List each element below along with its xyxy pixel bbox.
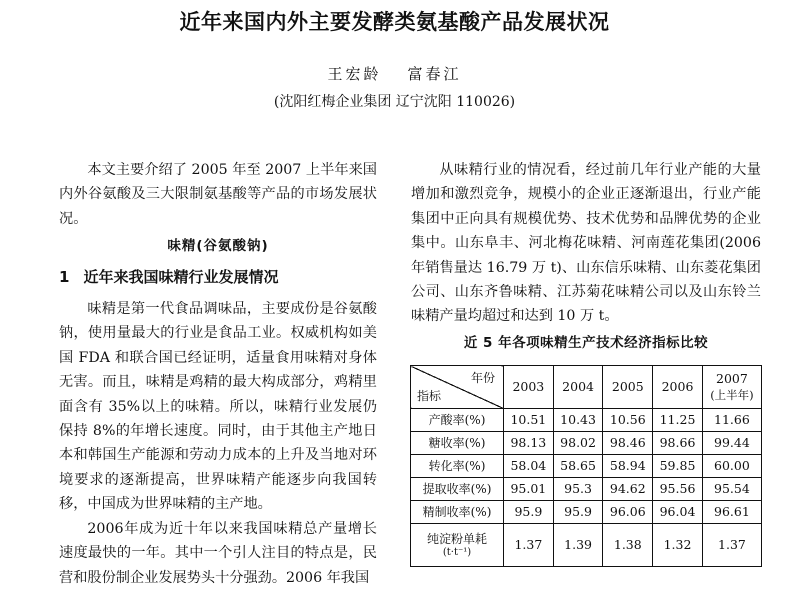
row-label: 转化率(%)	[411, 455, 504, 478]
table-cell: 96.06	[603, 501, 653, 524]
table-cell: 98.02	[553, 432, 603, 455]
row-label: 提取收率(%)	[411, 478, 504, 501]
table-cell: 98.66	[653, 432, 703, 455]
year-header: 2003	[504, 366, 554, 409]
table-row	[411, 478, 762, 501]
table-corner-cell	[411, 366, 504, 409]
row-label: 糖收率(%)	[411, 432, 504, 455]
table-cell: 95.3	[553, 478, 603, 501]
table-cell: 11.25	[653, 409, 703, 432]
body-paragraph: 从味精行业的情况看，经过前几年行业产能的大量增加和激烈竞争，规模小的企业正逐渐退出，行业产能集团中正向具有规模优势、技术优势和品牌优势的企业集中。山东阜丰、河北梅花味精、河南莲花集团(2006 年销售量达 16.79 万 t)、山东信乐味精、山东菱花集团公司、山东齐鲁味精、江苏菊花味精公司以及山东铃兰味精产量均超过和达到 10 万 t。	[411, 162, 761, 325]
table-cell: 10.43	[553, 409, 603, 432]
table-cell: 10.56	[603, 409, 653, 432]
subsection-heading: 味精(谷氨酸钠)	[167, 238, 269, 255]
table-cell: 1.39	[553, 524, 603, 567]
table-header-row	[411, 366, 762, 409]
table-cell: 96.61	[702, 501, 761, 524]
table-cell: 58.94	[603, 455, 653, 478]
row-label: 纯淀粉单耗 (t·t⁻¹)	[411, 524, 504, 567]
table-cell: 94.62	[603, 478, 653, 501]
table-caption: 近 5 年各项味精生产技术经济指标比较	[463, 334, 709, 351]
body-paragraph: 味精是第一代食品调味品，主要成份是谷氨酸钠，使用量最大的行业是食品工业。权威机构如美国 FDA 和联合国已经证明，适量食用味精对身体无害。而且，味精是鸡精的最大构成部分，鸡精里面含有 35%以上的味精。所以，味精行业发展仍保持 8%的年增长速度。同时，由于其他主产地日本和韩国生产能源和劳动力成本的上升及当地对环境要求的逐渐提高，世界味精产能逐步向我国转移，中国成为世界味精的主产地。	[59, 301, 377, 513]
left-column	[59, 158, 377, 590]
table-cell: 98.13	[504, 432, 554, 455]
table-cell: 1.38	[603, 524, 653, 567]
table-row	[411, 524, 762, 567]
table-cell: 95.54	[702, 478, 761, 501]
table-row	[411, 409, 762, 432]
table-cell: 99.44	[702, 432, 761, 455]
table-cell: 59.85	[653, 455, 703, 478]
table-cell: 96.04	[653, 501, 703, 524]
table-cell: 95.01	[504, 478, 554, 501]
table-cell: 98.46	[603, 432, 653, 455]
body-paragraph: 2006年成为近十年以来我国味精总产量增长速度最快的一年。其中一个引人注目的特点是，民营和股份制企业发展势头十分强劲。2006 年我国	[59, 520, 377, 586]
corner-label-year: 年份	[470, 371, 495, 386]
table-cell: 95.9	[504, 501, 554, 524]
table-row	[411, 432, 762, 455]
section-heading	[59, 265, 377, 289]
table-cell: 58.04	[504, 455, 554, 478]
year-header: 2004	[553, 366, 603, 409]
table-cell: 58.65	[553, 455, 603, 478]
row-unit: (t·t⁻¹)	[442, 547, 472, 559]
row-label: 产酸率(%)	[411, 409, 504, 432]
section-number: 1	[59, 267, 70, 286]
stats-table	[410, 365, 762, 567]
author-name: 王宏龄	[327, 65, 382, 83]
table-cell: 11.66	[702, 409, 761, 432]
intro-paragraph: 本文主要介绍了 2005 年至 2007 上半年来国内外谷氨酸及三大限制氨基酸等产品的市场发展状况。	[59, 162, 377, 227]
affiliation: (沈阳红梅企业集团 辽宁沈阳 110026)	[273, 94, 516, 110]
table-row	[411, 455, 762, 478]
table-row	[411, 501, 762, 524]
year-header: 2007 (上半年)	[702, 366, 761, 409]
corner-label-indicator: 指标	[417, 389, 442, 404]
section-title: 近年来我国味精行业发展情况	[83, 267, 279, 286]
paper-title: 近年来国内外主要发酵类氨基酸产品发展状况	[179, 10, 610, 34]
table-cell: 1.32	[653, 524, 703, 567]
author-name: 富春江	[407, 65, 462, 83]
right-column	[411, 158, 761, 567]
table-cell: 1.37	[702, 524, 761, 567]
table-cell: 10.51	[504, 409, 554, 432]
table-cell: 95.9	[553, 501, 603, 524]
year-header: 2005	[603, 366, 653, 409]
table-cell: 95.56	[653, 478, 703, 501]
table-cell: 1.37	[504, 524, 554, 567]
row-label: 精制收率(%)	[411, 501, 504, 524]
table-cell: 60.00	[702, 455, 761, 478]
year-header: 2006	[653, 366, 703, 409]
authors	[0, 63, 789, 84]
